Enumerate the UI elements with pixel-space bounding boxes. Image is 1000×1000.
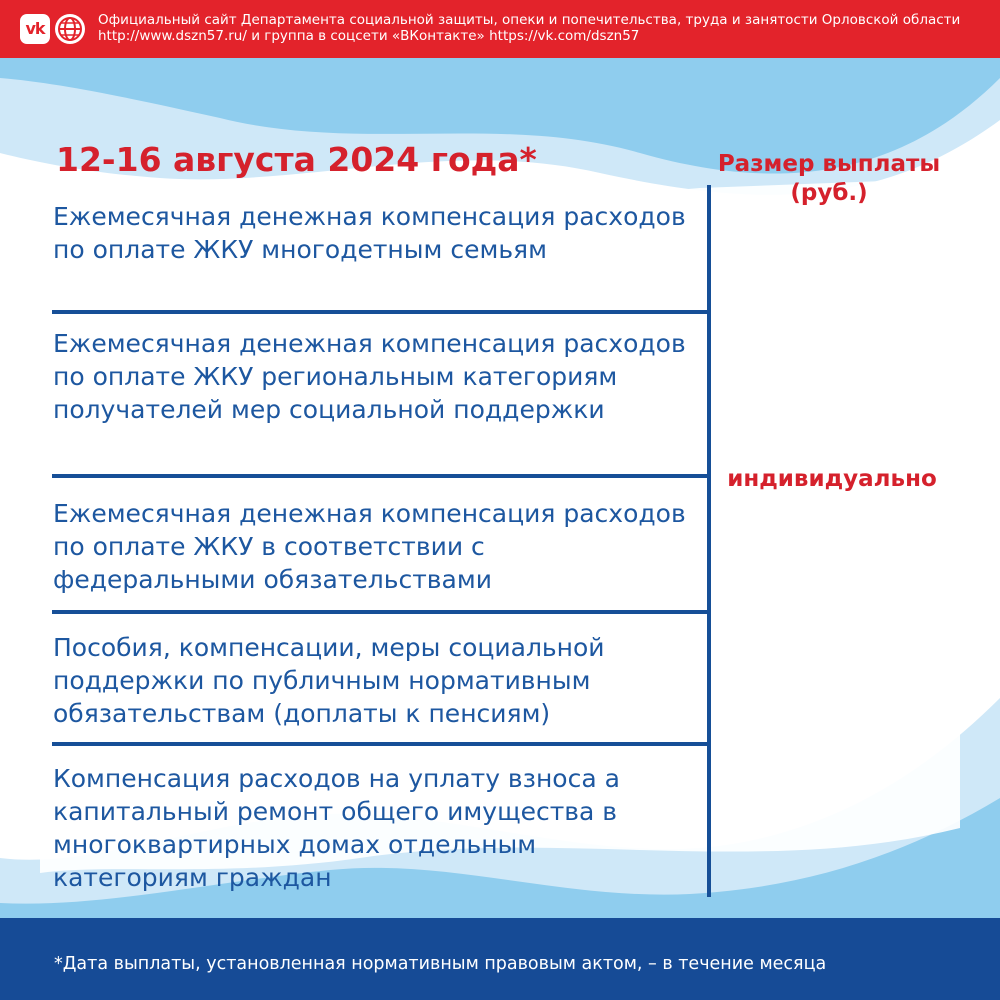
amount-column-header — [706, 150, 952, 208]
table-row: Ежемесячная денежная компенсация расходов по оплате ЖКУ в соответствии с федеральными обязательствами — [53, 499, 686, 594]
table-row: Ежемесячная денежная компенсация расходов по оплате ЖКУ региональным категориям получателей мер социальной поддержки — [53, 329, 686, 424]
table-row: Ежемесячная денежная компенсация расходов по оплате ЖКУ многодетным семьям — [53, 202, 686, 264]
row-divider — [52, 742, 711, 746]
table-vertical-divider — [707, 185, 711, 897]
header-title: Официальный сайт Департамента социальной защиты, опеки и попечительства, труда и занятости Орловской области — [98, 12, 961, 28]
footnote: *Дата выплаты, установленная нормативным правовым актом, – в течение месяца — [54, 954, 827, 974]
row-divider — [52, 310, 711, 314]
amount-column-header-line1: Размер выплаты — [717, 151, 941, 177]
table-row: Пособия, компенсации, меры социальной поддержки по публичным нормативным обязательствам (доплаты к пенсиям) — [53, 633, 605, 728]
vk-icon[interactable]: vk — [20, 14, 50, 44]
footer-bar — [0, 918, 1000, 1000]
page-title: 12-16 августа 2024 года* — [56, 140, 537, 179]
header-bar — [0, 0, 1000, 58]
amount-value: индивидуально — [727, 466, 937, 492]
row-divider — [52, 610, 711, 614]
header-links[interactable]: http://www.dszn57.ru/ и группа в соцсети «ВКонтакте» https://vk.com/dszn57 — [98, 28, 640, 44]
amount-column-header-line2: (руб.) — [790, 180, 868, 206]
globe-icon[interactable] — [54, 13, 86, 45]
table-row: Компенсация расходов на уплату взноса а капитальный ремонт общего имущества в многоквартирных домах отдельным категориям граждан — [53, 764, 620, 892]
row-divider — [52, 474, 711, 478]
header-text — [98, 12, 988, 44]
